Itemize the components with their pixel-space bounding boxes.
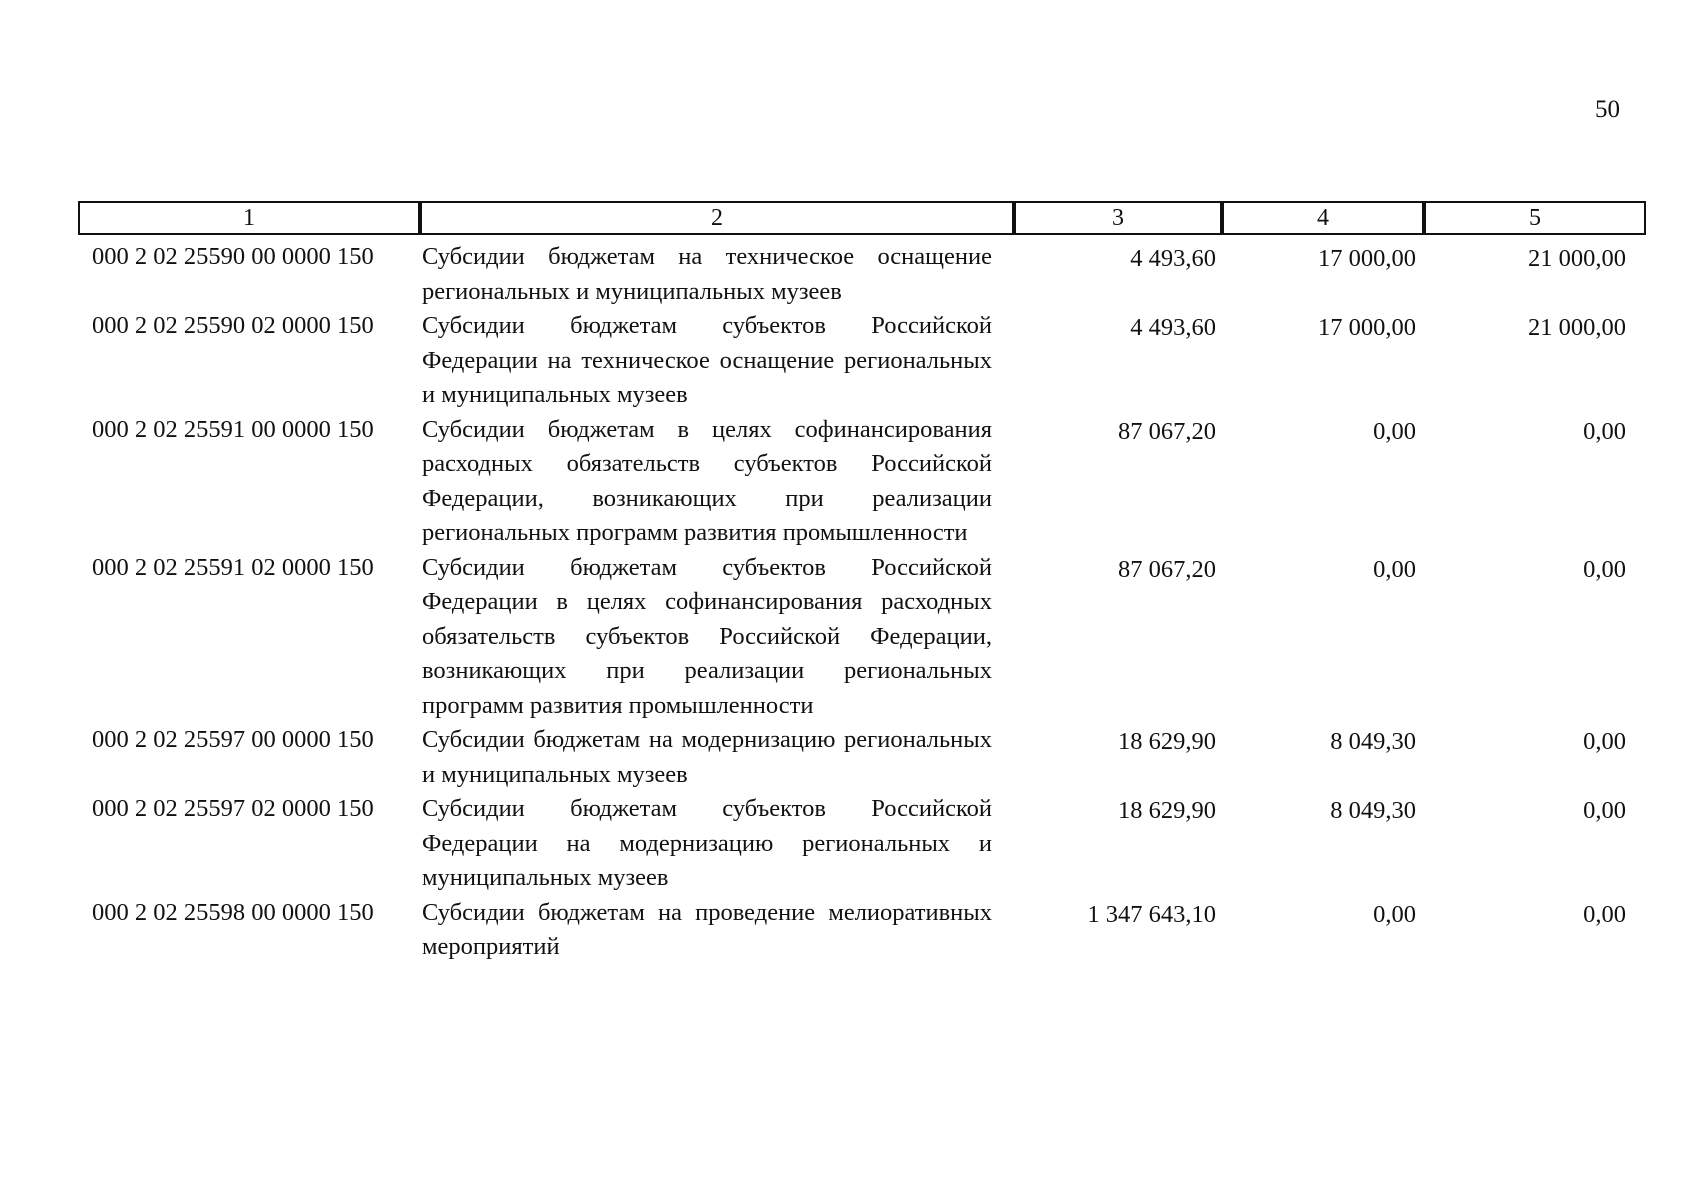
- table-row: [0, 792, 1696, 896]
- row-description: Субсидии бюджетам на модернизацию региональных и муниципальных музеев: [422, 726, 992, 788]
- row-description: Субсидии бюджетам в целях софинансирования расходных обязательств субъектов Российской Федерации, возникающих при реализации региональных программ развития промышленности: [422, 415, 992, 546]
- budget-code: 000 2 02 25597 02 0000 150: [92, 795, 374, 822]
- table-row: [0, 309, 1696, 413]
- table-header: [78, 201, 1646, 237]
- value-col-4: 8 049,30: [1330, 728, 1416, 755]
- value-col-5: 0,00: [1583, 728, 1626, 755]
- value-col-5: 21 000,00: [1528, 314, 1626, 341]
- row-description: Субсидии бюджетам субъектов Российской Федерации на техническое оснащение региональных и муниципальных музеев: [422, 312, 992, 408]
- value-col-3: 87 067,20: [1118, 417, 1216, 445]
- value-col-3: 18 629,90: [1118, 728, 1216, 755]
- value-col-4: 0,00: [1373, 417, 1416, 445]
- row-description: Субсидии бюджетам субъектов Российской Федерации в целях софинансирования расходных обязательств субъектов Российской Федерации, возникающих при реализации региональных программ развития промышленности: [422, 553, 992, 719]
- budget-code: 000 2 02 25591 00 0000 150: [92, 415, 374, 443]
- value-col-3: 87 067,20: [1118, 555, 1216, 583]
- budget-code: 000 2 02 25590 00 0000 150: [92, 243, 374, 270]
- header-col-2: 2: [420, 201, 1014, 235]
- table-row: [0, 723, 1696, 792]
- value-col-5: 0,00: [1583, 417, 1626, 445]
- budget-code: 000 2 02 25591 02 0000 150: [92, 553, 374, 581]
- value-col-3: 4 493,60: [1130, 245, 1216, 272]
- value-col-4: 0,00: [1373, 555, 1416, 583]
- table-body: [0, 240, 1696, 965]
- value-col-3: 1 347 643,10: [1087, 900, 1216, 928]
- header-col-5: 5: [1424, 201, 1646, 235]
- value-col-5: 0,00: [1583, 900, 1626, 928]
- budget-code: 000 2 02 25590 02 0000 150: [92, 312, 374, 339]
- row-description: Субсидии бюджетам на техническое оснащение региональных и муниципальных музеев: [422, 243, 992, 305]
- value-col-4: 8 049,30: [1330, 797, 1416, 824]
- table-row: [0, 551, 1696, 724]
- value-col-4: 0,00: [1373, 900, 1416, 928]
- table-row: [0, 896, 1696, 965]
- row-description: Субсидии бюджетам субъектов Российской Федерации на модернизацию региональных и муниципальных музеев: [422, 795, 992, 891]
- row-description: Субсидии бюджетам на проведение мелиоративных мероприятий: [422, 898, 992, 960]
- value-col-4: 17 000,00: [1318, 314, 1416, 341]
- value-col-5: 21 000,00: [1528, 245, 1626, 272]
- page-number: 50: [1595, 96, 1620, 123]
- header-col-3: 3: [1014, 201, 1222, 235]
- value-col-5: 0,00: [1583, 555, 1626, 583]
- header-col-4: 4: [1222, 201, 1424, 235]
- value-col-3: 18 629,90: [1118, 797, 1216, 824]
- budget-code: 000 2 02 25597 00 0000 150: [92, 726, 374, 753]
- header-col-1: 1: [78, 201, 420, 235]
- budget-code: 000 2 02 25598 00 0000 150: [92, 898, 374, 926]
- table-row: [0, 240, 1696, 309]
- table-row: [0, 413, 1696, 551]
- value-col-4: 17 000,00: [1318, 245, 1416, 272]
- value-col-5: 0,00: [1583, 797, 1626, 824]
- value-col-3: 4 493,60: [1130, 314, 1216, 341]
